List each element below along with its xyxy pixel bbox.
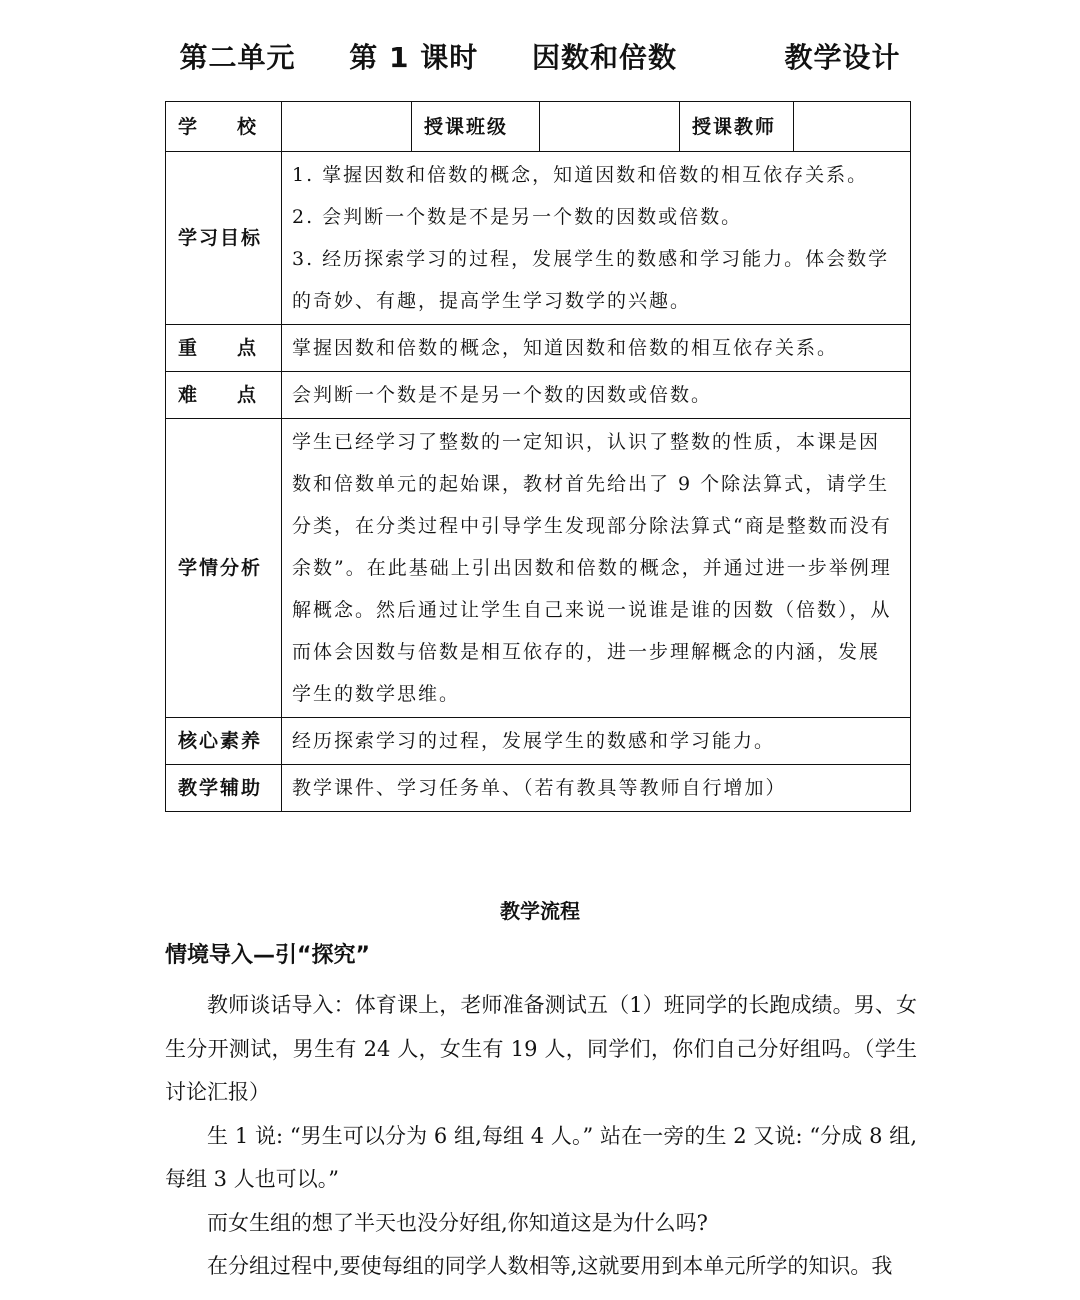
- objective-item: 1. 掌握因数和倍数的概念，知道因数和倍数的相互依存关系。: [292, 164, 869, 186]
- section-heading: 情境导入—引“探究”: [165, 943, 370, 968]
- school-value-cell[interactable]: [282, 102, 412, 152]
- lesson-info-table: [165, 101, 911, 812]
- teacher-label: 授课教师: [680, 102, 794, 152]
- objectives-content: [282, 152, 911, 325]
- paragraph: 生 1 说: “男生可以分为 6 组,每组 4 人。” 站在一旁的生 2 又说: “分成 8 组,每组 3 人也可以。”: [165, 1123, 917, 1191]
- difficulty-label-cell: [166, 372, 282, 419]
- school-label: 学 校: [178, 115, 258, 138]
- row-header-info: [166, 102, 911, 152]
- key-label-cell: [166, 325, 282, 372]
- core-label: 核心素养: [166, 718, 282, 765]
- analysis-label: 学情分析: [166, 419, 282, 718]
- paragraph: 教师谈话导入：体育课上，老师准备测试五（1）班同学的长跑成绩。男、女生分开测试，男生有 24 人，女生有 19 人，同学们，你们自己分好组吗。（学生讨论汇报）: [165, 993, 917, 1104]
- key-text: 掌握因数和倍数的概念，知道因数和倍数的相互依存关系。: [282, 325, 911, 372]
- class-value-cell[interactable]: [540, 102, 680, 152]
- aids-label: 教学辅助: [166, 765, 282, 812]
- document-title: 第二单元 第 1 课时 因数和倍数 教学设计: [179, 41, 901, 74]
- body-text: [165, 984, 917, 1289]
- objective-item: 3. 经历探索学习的过程，发展学生的数感和学习能力。体会数学的奇妙、有趣，提高学生学习数学的兴趣。: [292, 248, 890, 312]
- school-label-cell: [166, 102, 282, 152]
- row-core: [166, 718, 911, 765]
- objectives-label: 学习目标: [166, 152, 282, 325]
- difficulty-text: 会判断一个数是不是另一个数的因数或倍数。: [282, 372, 911, 419]
- teacher-value-cell[interactable]: [794, 102, 911, 152]
- row-key-point: [166, 325, 911, 372]
- key-label: 重 点: [178, 337, 258, 359]
- analysis-text: 学生已经学习了整数的一定知识，认识了整数的性质，本课是因数和倍数单元的起始课，教材首先给出了 9 个除法算式，请学生分类，在分类过程中引导学生发现部分除法算式“商是整数而没有余数”。在此基础上引出因数和倍数的概念，并通过进一步举例理解概念。然后通过让学生自己来说一说谁是谁的因数（倍数），从而体会因数与倍数是相互依存的，进一步理解概念的内涵，发展学生的数学思维。: [282, 419, 911, 718]
- class-label: 授课班级: [412, 102, 540, 152]
- row-aids: [166, 765, 911, 812]
- flow-title: 教学流程: [500, 899, 580, 923]
- objective-item: 2. 会判断一个数是不是另一个数的因数或倍数。: [292, 206, 743, 228]
- row-analysis: [166, 419, 911, 718]
- row-difficulty: [166, 372, 911, 419]
- core-text: 经历探索学习的过程，发展学生的数感和学习能力。: [282, 718, 911, 765]
- aids-text: 教学课件、学习任务单、（若有教具等教师自行增加）: [282, 765, 911, 812]
- difficulty-label: 难 点: [178, 384, 258, 406]
- paragraph: 在分组过程中,要使每组的同学人数相等,这就要用到本单元所学的知识。我: [207, 1254, 893, 1278]
- paragraph: 而女生组的想了半天也没分好组,你知道这是为什么吗?: [207, 1210, 708, 1235]
- row-objectives: [166, 152, 911, 325]
